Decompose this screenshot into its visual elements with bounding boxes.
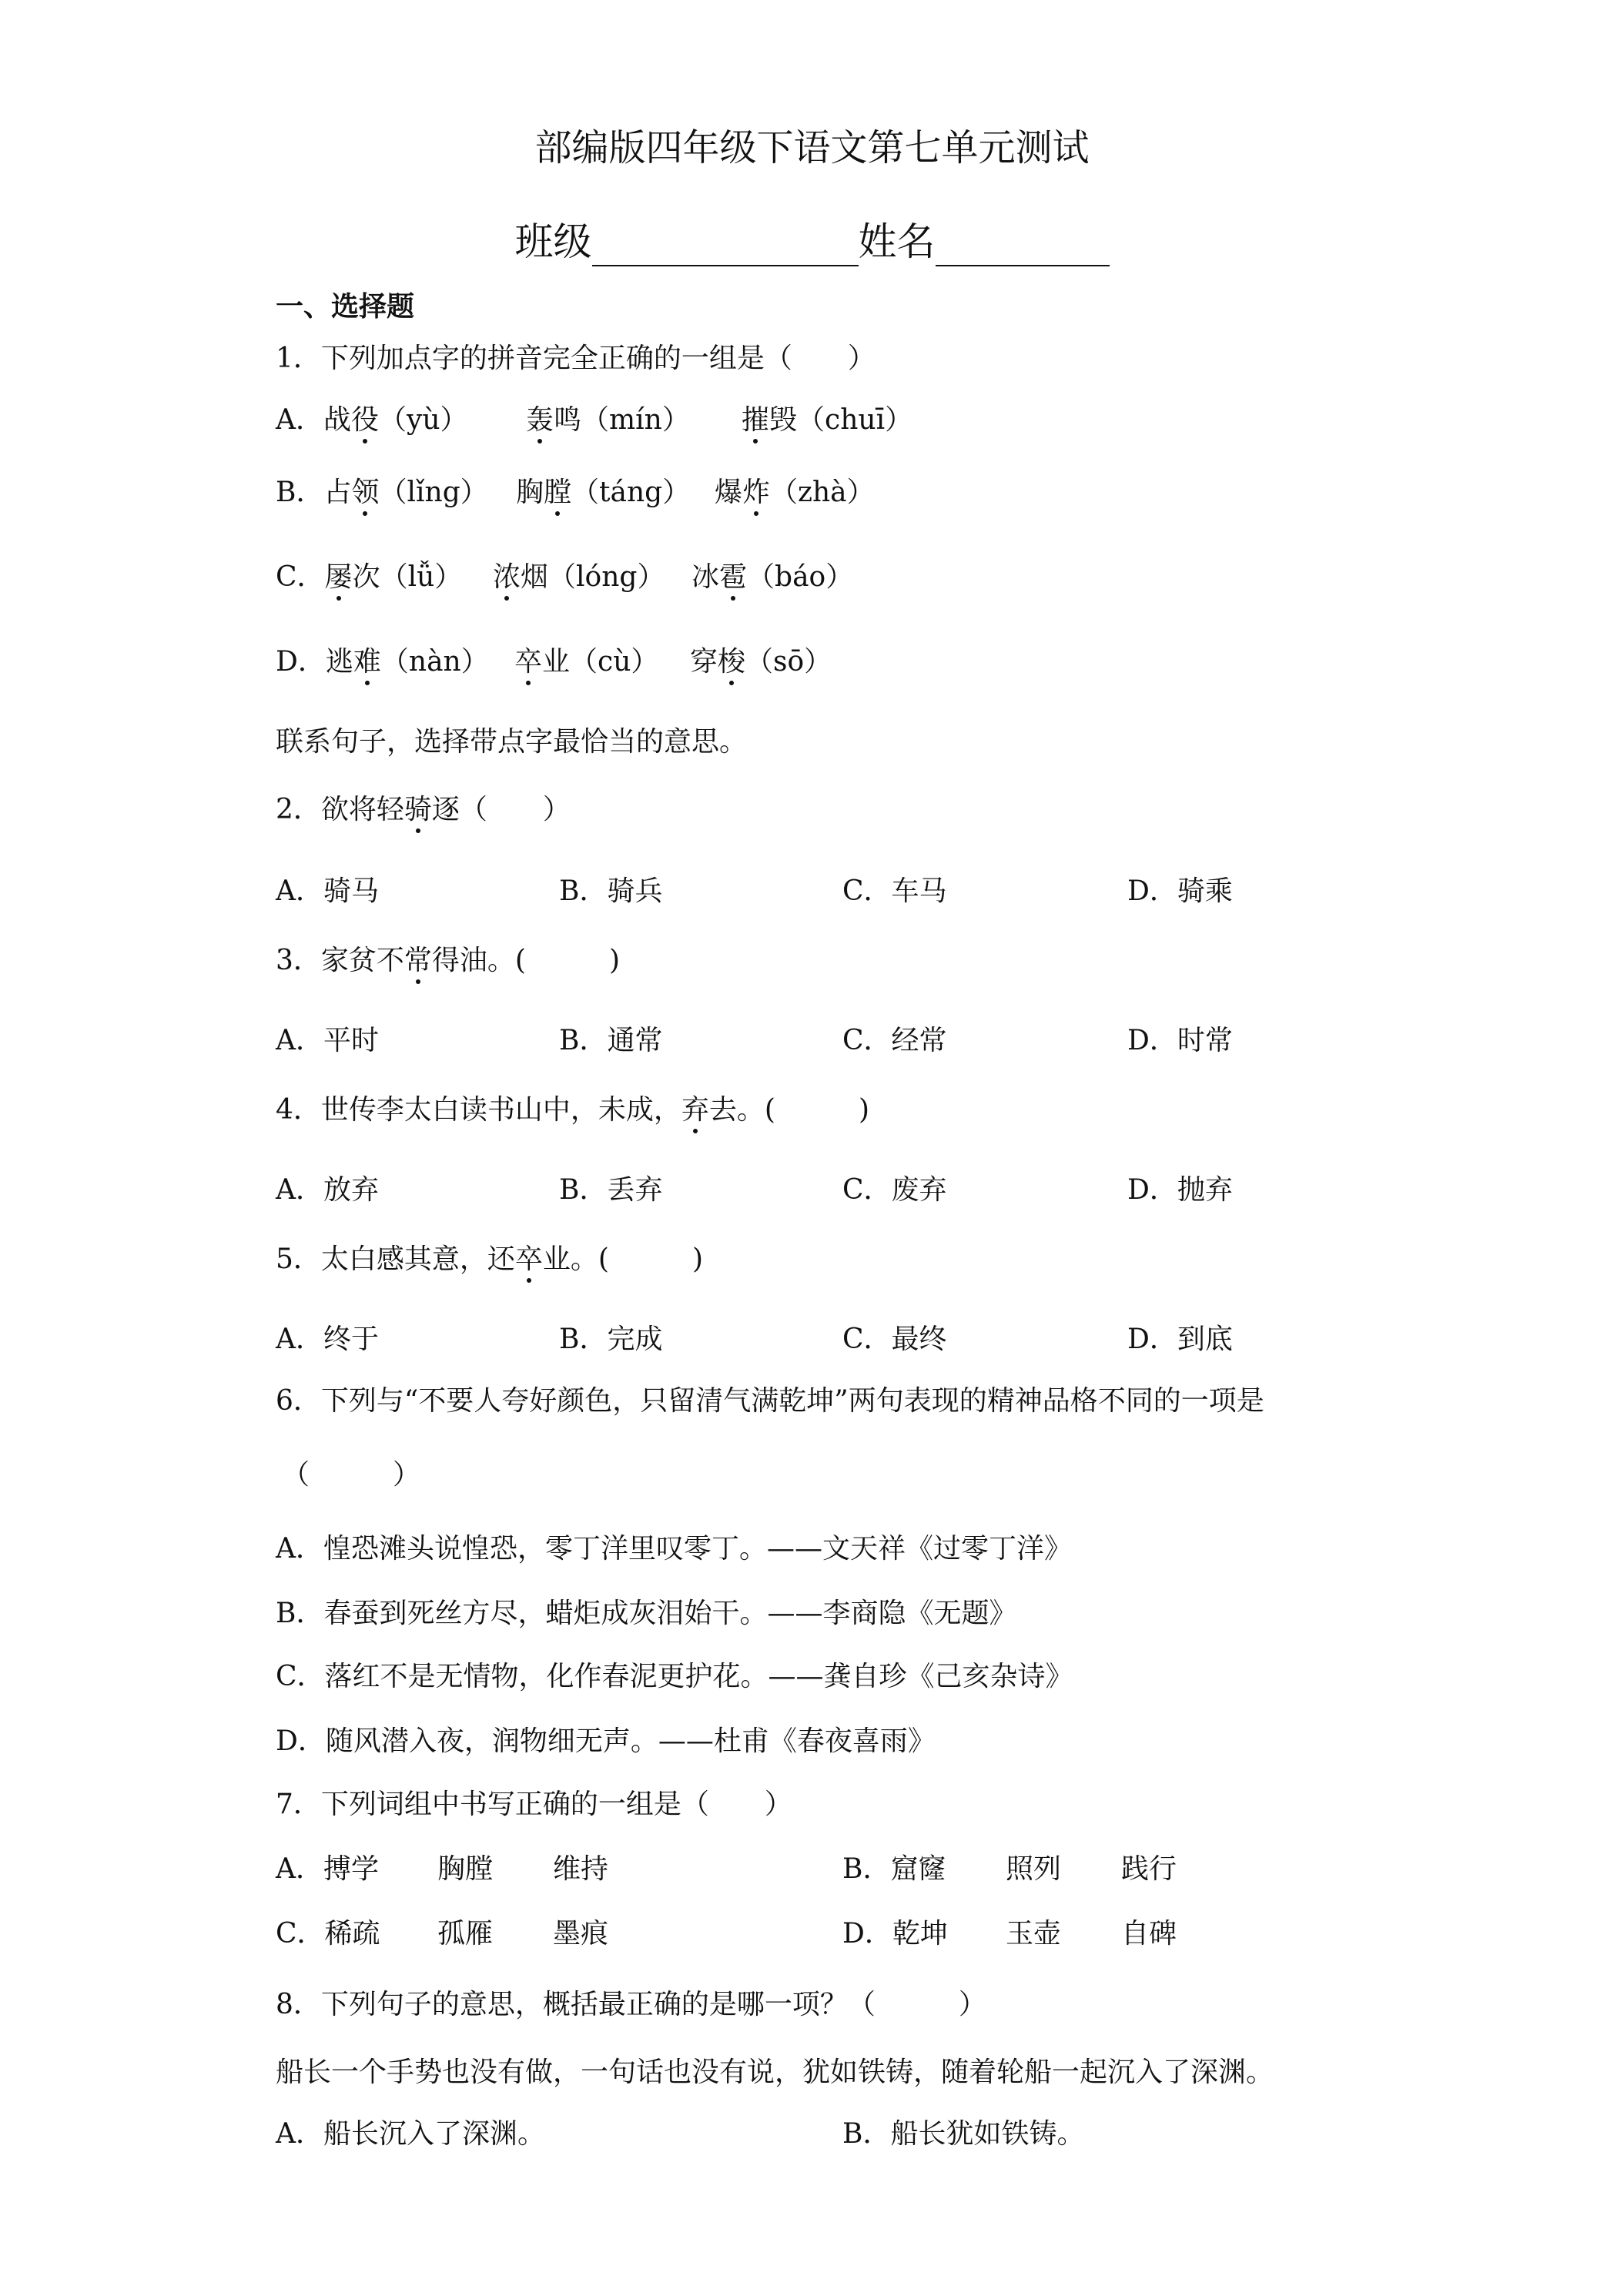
q1-option-d-item: 穿梭（sō）: [690, 646, 832, 678]
q5-stem: 5．太白感其意，还卒业。( ): [276, 1243, 704, 1275]
q8-sentence: 船长一个手势也没有做，一句话也没有说，犹如铁铸，随着轮船一起沉入了深渊。: [276, 2057, 1274, 2088]
q1-option-a-item: 摧毁（chuī）: [742, 404, 913, 436]
dotted-char: 屡: [324, 561, 353, 593]
q1-option-a: A．战役（yù）: [276, 404, 468, 436]
class-name-line: [0, 217, 1624, 266]
dotted-char: 弃: [681, 1094, 709, 1126]
q1-option-c-item: 浓烟（lóng）: [493, 561, 665, 593]
q7-option-d-word: 自碑: [1121, 1918, 1177, 1950]
q8-stem: 8．下列句子的意思，概括最正确的是哪一项？（ ）: [276, 1989, 986, 2020]
q2-option-c: C．车马: [842, 875, 947, 907]
q7-option-a-word: 维持: [553, 1853, 609, 1885]
q3-option-d: D．时常: [1127, 1025, 1233, 1056]
dotted-char: 梭: [718, 646, 746, 678]
dotted-char: 役: [351, 404, 380, 436]
dotted-char: 轰: [526, 404, 554, 436]
dotted-char: 领: [351, 477, 380, 508]
q6-option-d: D．随风潜入夜，润物细无声。——杜甫《春夜喜雨》: [276, 1725, 936, 1757]
q1-option-b-item: 胸膛（táng）: [516, 477, 691, 508]
q5-option-d: D．到底: [1127, 1324, 1233, 1355]
q7-option-c-word: 孤雁: [437, 1918, 494, 1950]
q8-option-b: B．船长犹如铁铸。: [842, 2118, 1085, 2150]
q4-option-d: D．抛弃: [1127, 1174, 1233, 1206]
q2-option-d: D．骑乘: [1127, 875, 1233, 907]
section-heading: 一、选择题: [276, 290, 415, 323]
q1-stem: 1．下列加点字的拼音完全正确的一组是（ ）: [276, 343, 876, 374]
dotted-char: 卒: [514, 1243, 543, 1275]
dotted-char: 炸: [742, 477, 771, 508]
q4-option-a: A．放弃: [276, 1174, 379, 1206]
q3-option-b: B．通常: [559, 1025, 663, 1056]
dotted-char: 卒: [514, 646, 543, 678]
dotted-char: 摧: [742, 404, 770, 436]
dotted-char: 雹: [719, 561, 748, 593]
instruction: 联系句子，选择带点字最恰当的意思。: [276, 726, 748, 758]
q2-option-a: A．骑马: [276, 875, 379, 907]
q6-option-a: A．惶恐滩头说惶恐，零丁洋里叹零丁。——文天祥《过零丁洋》: [276, 1533, 1072, 1565]
dotted-char: 常: [403, 945, 432, 976]
q4-option-b: B．丢弃: [559, 1174, 663, 1206]
q3-option-a: A．平时: [276, 1025, 379, 1056]
q3-option-c: C．经常: [842, 1025, 947, 1056]
q2-option-b: B．骑兵: [559, 875, 663, 907]
q7-option-c: C．稀疏: [276, 1918, 380, 1950]
q2-stem: 2．欲将轻骑逐（ ）: [276, 794, 571, 825]
page-title: 部编版四年级下语文第七单元测试: [534, 126, 1090, 169]
q7-option-a: A．搏学: [276, 1853, 380, 1885]
q7-option-c-word: 墨痕: [553, 1918, 609, 1950]
q7-option-d-word: 玉壶: [1006, 1918, 1062, 1950]
q1-option-b: B．占领（lǐng）: [276, 477, 488, 508]
q3-stem: 3．家贫不常得油。( ): [276, 945, 621, 976]
dotted-char: 膛: [544, 477, 572, 508]
q8-option-a: A．船长沉入了深渊。: [276, 2118, 545, 2150]
q7-stem: 7．下列词组中书写正确的一组是（ ）: [276, 1789, 792, 1820]
q1-option-c-item: 冰雹（báo）: [691, 561, 854, 593]
name-label: 姓名: [858, 219, 936, 264]
q4-option-c: C．废弃: [842, 1174, 947, 1206]
class-blank[interactable]: [592, 225, 859, 266]
q4-stem: 4．世传李太白读书山中，未成，弃去。( ): [276, 1094, 870, 1126]
q1-option-d: D．逃难（nàn）: [276, 646, 489, 678]
q7-option-b: B．窟窿: [842, 1853, 946, 1885]
q6-option-b: B．春蚕到死丝方尽，蜡炬成灰泪始干。——李商隐《无题》: [276, 1598, 1017, 1629]
q1-option-a-item: 轰鸣（mín）: [526, 404, 690, 436]
class-label: 班级: [514, 219, 592, 264]
q5-option-a: A．终于: [276, 1324, 379, 1355]
q6-paren: （ ）: [282, 1459, 421, 1491]
name-blank[interactable]: [936, 225, 1110, 266]
q6-option-c: C．落红不是无情物，化作春泥更护花。——龚自珍《己亥杂诗》: [276, 1661, 1073, 1692]
q1-option-b-item: 爆炸（zhà）: [715, 477, 875, 508]
q6-stem: 6．下列与“不要人夸好颜色，只留清气满乾坤”两句表现的精神品格不同的一项是: [276, 1385, 1264, 1417]
q1-option-c: C．屡次（lǚ）: [276, 561, 463, 593]
dotted-char: 难: [353, 646, 381, 678]
dotted-char: 浓: [493, 561, 521, 593]
q1-option-d-item: 卒业（cù）: [514, 646, 659, 678]
q7-option-a-word: 胸膛: [437, 1853, 494, 1885]
q5-option-b: B．完成: [559, 1324, 663, 1355]
dotted-char: 骑: [403, 794, 432, 825]
q5-option-c: C．最终: [842, 1324, 947, 1355]
q7-option-b-word: 践行: [1121, 1853, 1177, 1885]
q7-option-b-word: 照列: [1006, 1853, 1062, 1885]
q7-option-d: D．乾坤: [842, 1918, 948, 1950]
